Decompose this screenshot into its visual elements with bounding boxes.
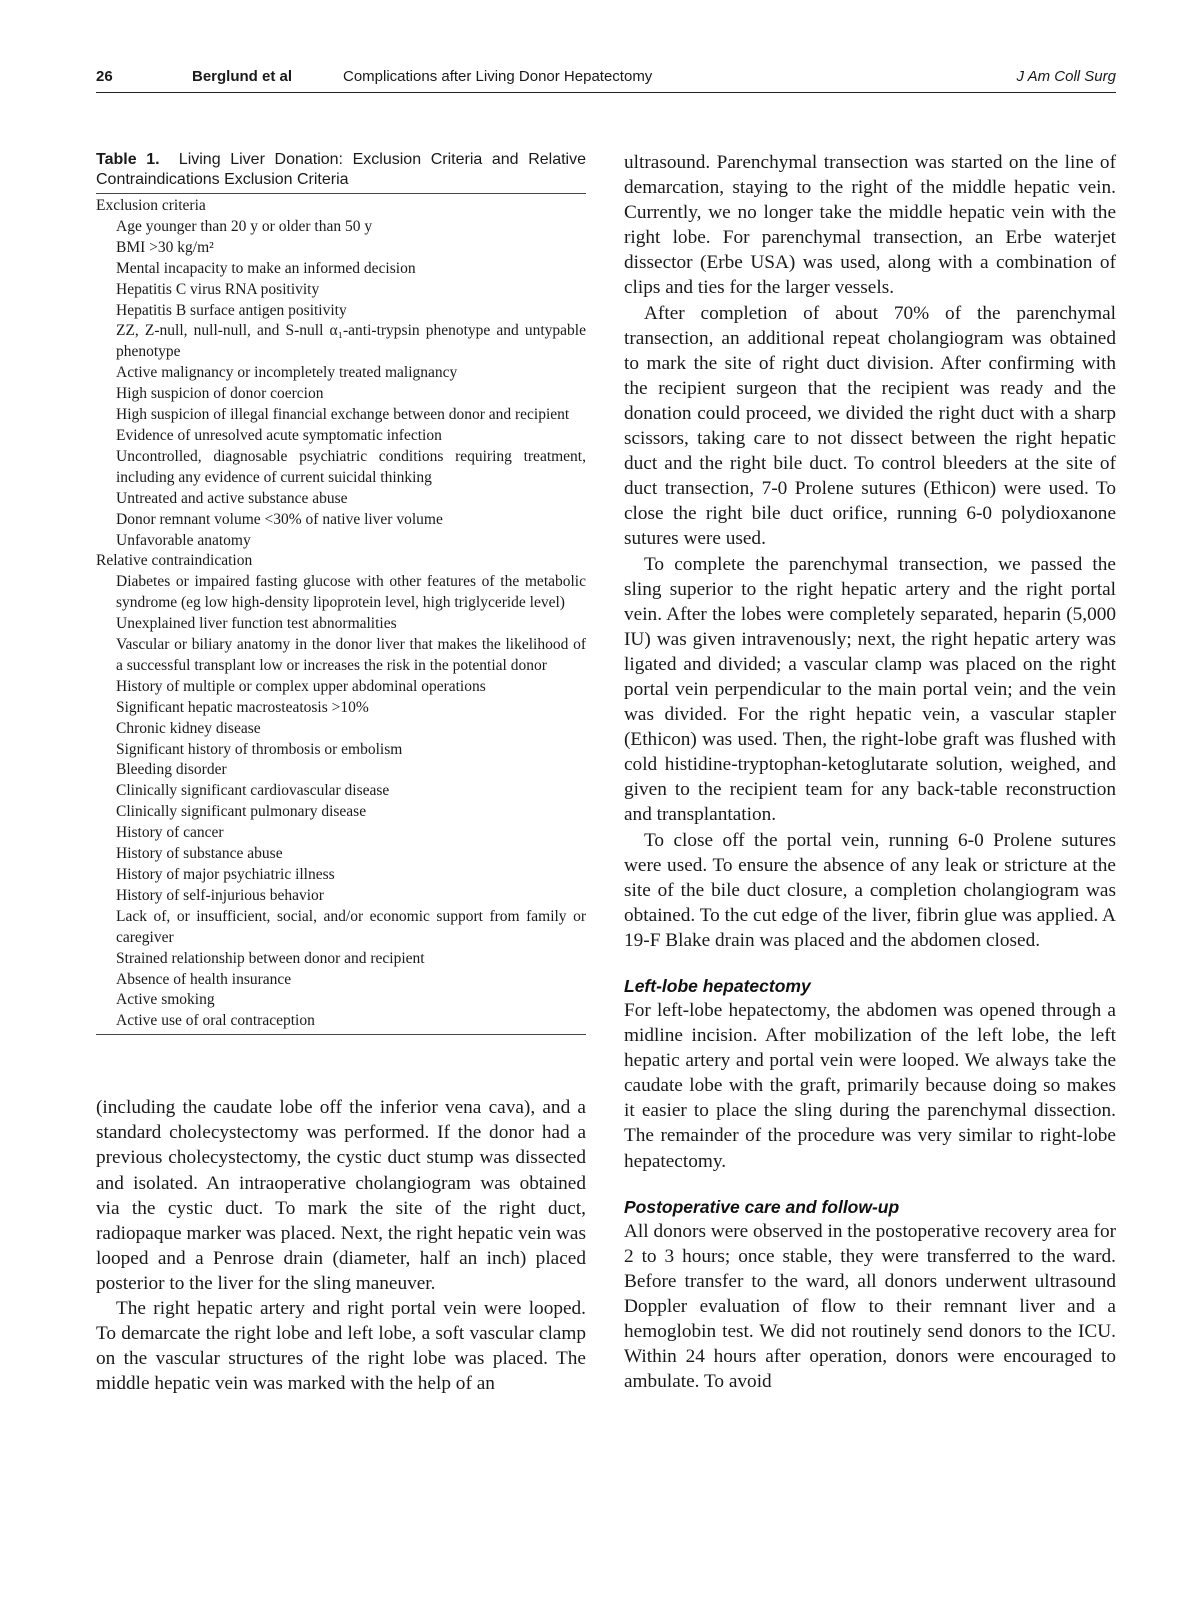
criteria-item: Vascular or biliary anatomy in the donor liver that makes the likelihood of a successful transplant low or increases the risk in the potential donor (116, 636, 586, 674)
criteria-item: Evidence of unresolved acute symptomatic infection (116, 426, 442, 444)
body-paragraph: After completion of about 70% of the parenchymal transection, an additional repeat cholangiogram was obtained to mark the site of right duct division. After confirming with the recipient surgeon that the recipient was ready and the donation could proceed, we divided the right duct with a sharp scissors, taking care to not dissect between the right hepatic duct and the right bile duct. To control bleeders at the site of duct transection, 7-0 Prolene sutures (Ethicon) were used. To close the right bile duct orifice, running 6-0 polydioxanone sutures were used. (624, 302, 1116, 550)
criteria-item: High suspicion of donor coercion (116, 385, 324, 403)
section-heading-postop: Postoperative care and follow-up (624, 1196, 900, 1217)
criteria-item: Clinically significant pulmonary disease (116, 803, 367, 821)
criteria-item: Diabetes or impaired fasting glucose with other features of the metabolic syndrome (eg low high-density lipoprotein level, high triglyceride level) (116, 573, 586, 612)
criteria-item: Mental incapacity to make an informed decision (116, 259, 416, 277)
running-header (96, 66, 1116, 93)
table-label: Table 1. (96, 151, 160, 168)
left-body-text (96, 1095, 586, 1396)
left-column (96, 150, 586, 1396)
criteria-item: Significant history of thrombosis or embolism (116, 740, 403, 758)
criteria-item: History of cancer (116, 824, 224, 842)
criteria-table (96, 194, 586, 1035)
criteria-item: Absence of health insurance (116, 970, 292, 988)
criteria-item: ZZ, Z-null, null-null, and S-null α₁-anti-trypsin phenotype and untypable phenotype (116, 322, 586, 361)
relative-list (96, 572, 586, 1032)
criteria-item: Untreated and active substance abuse (116, 489, 348, 507)
criteria-item: Active use of oral contraception (116, 1012, 315, 1030)
body-paragraph: For left-lobe hepatectomy, the abdomen was opened through a midline incision. After mobilization of the left lobe, the left hepatic artery and portal vein were looped. We always take the caudate lobe with the graft, primarily because doing so makes it easier to place the sling during the parenchymal dissection. The remainder of the procedure was very similar to right-lobe hepatectomy. (624, 1000, 1116, 1172)
body-paragraph: The right hepatic artery and right portal vein were looped. To demarcate the right lobe and left lobe, a soft vascular clamp on the vascular structures of the right lobe was placed. The middle hepatic vein was marked with the help of an (96, 1298, 586, 1395)
right-column (624, 150, 1116, 1394)
criteria-item: History of multiple or complex upper abdominal operations (116, 677, 486, 695)
criteria-item: Active malignancy or incompletely treated malignancy (116, 364, 458, 382)
relative-heading: Relative contraindication (96, 552, 253, 570)
table-caption (96, 150, 586, 194)
body-paragraph: ultrasound. Parenchymal transection was started on the line of demarcation, staying to the right of the middle hepatic vein. Currently, we no longer take the middle hepatic vein with the right lobe. For parenchymal transection, an Erbe waterjet dissector (Erbe USA) was used, along with a combination of clips and ties for the larger vessels. (624, 152, 1116, 299)
criteria-item: History of major psychiatric illness (116, 866, 335, 883)
body-paragraph: (including the caudate lobe off the inferior vena cava), and a standard cholecystectomy was performed. If the donor had a previous cholecystectomy, the cystic duct stump was dissected and isolated. An intraoperative cholangiogram was obtained via the cystic duct. To mark the site of the right duct, radiopaque marker was placed. Next, the right hepatic vein was looped and a Penrose drain (diameter, half an inch) placed posterior to the liver for the sling maneuver. (96, 1097, 586, 1294)
exclusion-heading: Exclusion criteria (96, 197, 206, 214)
body-paragraph: To close off the portal vein, running 6-0 Prolene sutures were used. To ensure the absence of any leak or stricture at the site of the bile duct closure, a completion cholangiogram was obtained. To the cut edge of the liver, fibrin glue was applied. A 19-F Blake drain was placed and the abdomen closed. (624, 829, 1116, 951)
criteria-item: Clinically significant cardiovascular disease (116, 782, 390, 800)
criteria-item: Lack of, or insufficient, social, and/or economic support from family or caregiver (116, 907, 586, 946)
running-title: Complications after Living Donor Hepatectomy (343, 68, 653, 85)
exclusion-list (96, 217, 586, 552)
criteria-item: Hepatitis B surface antigen positivity (116, 301, 347, 319)
criteria-item: History of self-injurious behavior (116, 886, 324, 904)
body-paragraph: All donors were observed in the postoperative recovery area for 2 to 3 hours; once stable, they were transferred to the ward. Before transfer to the ward, all donors underwent ultrasound Doppler evaluation of flow to their remnant liver and a hemoglobin test. We did not routinely send donors to the ICU. Within 24 hours after operation, donors were encouraged to ambulate. To avoid (624, 1220, 1117, 1393)
criteria-item: BMI >30 kg/m² (116, 238, 214, 256)
criteria-item: Significant hepatic macrosteatosis >10% (116, 698, 369, 716)
criteria-item: Active smoking (116, 991, 215, 1009)
criteria-item: Chronic kidney disease (116, 719, 261, 737)
journal-name: J Am Coll Surg (1016, 68, 1116, 85)
criteria-item: Bleeding disorder (116, 761, 227, 779)
running-authors: Berglund et al (192, 68, 293, 85)
criteria-item: High suspicion of illegal financial exchange between donor and recipient (116, 406, 570, 424)
section-heading-left-lobe: Left-lobe hepatectomy (624, 976, 811, 996)
page-number: 26 (96, 68, 113, 85)
criteria-item: Strained relationship between donor and recipient (116, 949, 425, 967)
criteria-item: History of substance abuse (116, 845, 283, 863)
criteria-item: Unexplained liver function test abnormalities (116, 615, 397, 633)
criteria-item: Donor remnant volume <30% of native liver volume (116, 510, 443, 528)
body-paragraph: To complete the parenchymal transection, we passed the sling superior to the right hepatic artery and the right portal vein. After the lobes were completely separated, heparin (5,000 IU) was given intravenously; next, the right hepatic artery was ligated and divided; a vascular clamp was placed on the right portal vein perpendicular to the main portal vein; and the vein was divided. For the right hepatic vein, a vascular stapler (Ethicon) was used. Then, the right-lobe graft was flushed with cold histidine-tryptophan-ketoglutarate solution, weighed, and given to the recipient team for any back-table reconstruction and transplantation. (624, 553, 1116, 826)
table-caption-text: Living Liver Donation: Exclusion Criteria and Relative Contraindications Exclusion Criteria (96, 151, 587, 188)
criteria-item: Age younger than 20 y or older than 50 y (116, 217, 373, 235)
criteria-item: Hepatitis C virus RNA positivity (116, 280, 320, 298)
criteria-item: Unfavorable anatomy (116, 531, 251, 549)
criteria-item: Uncontrolled, diagnosable psychiatric conditions requiring treatment, including any evidence of current suicidal thinking (116, 447, 586, 486)
